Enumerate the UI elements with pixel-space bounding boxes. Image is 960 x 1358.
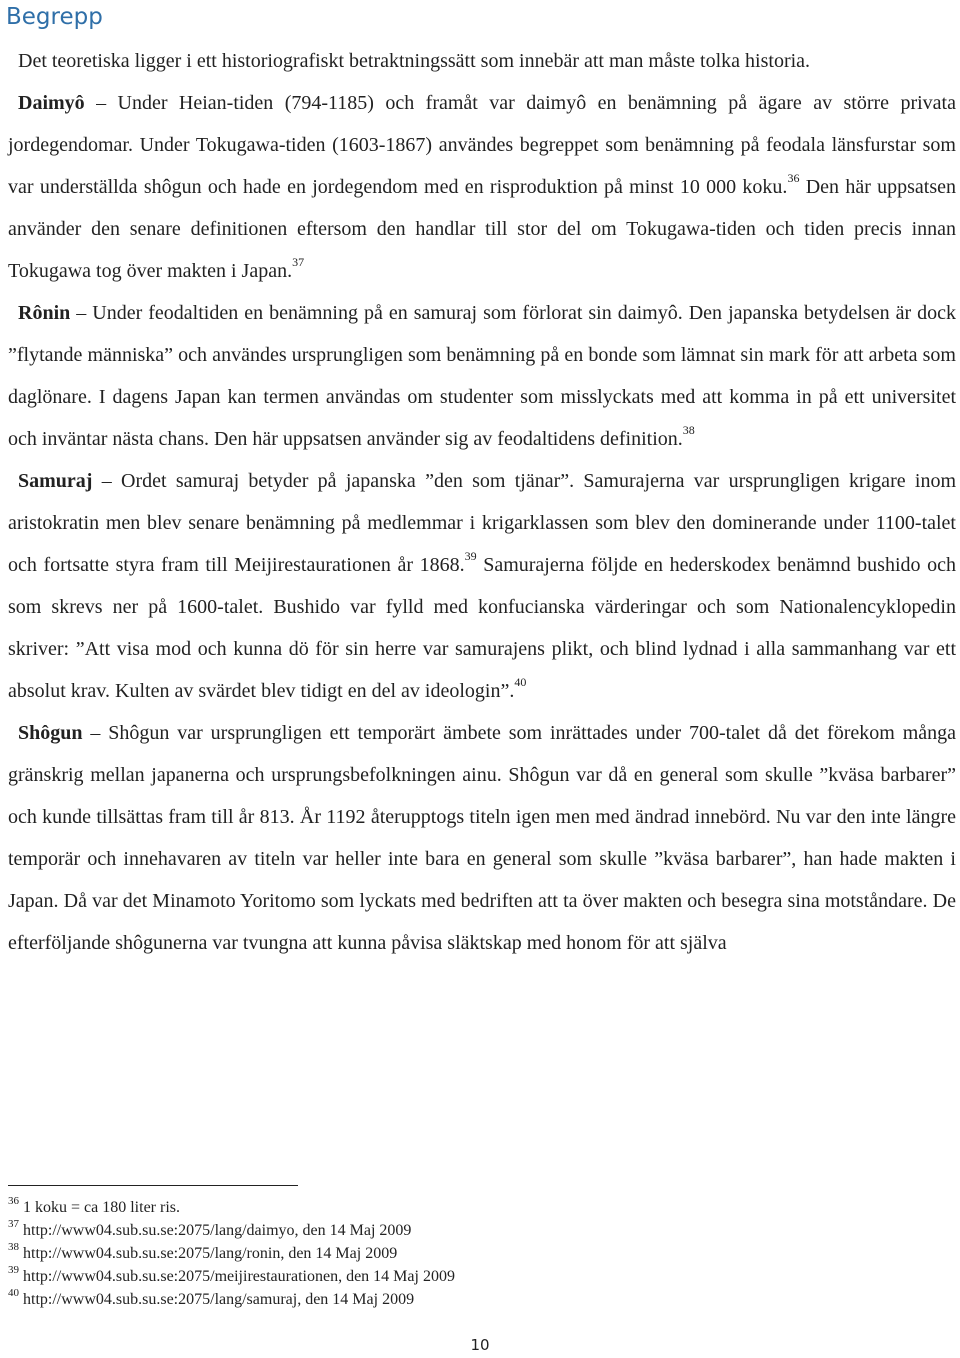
ronin-text-1: – Under feodaltiden en benämning på en samuraj som förlorat sin daimyô. Den japanska betydelsen är dock ”flytande människa” och användes ursprungligen som benämning på en bonde som lämnat sin mark för att arbeta som daglönare. I dagens Japan kan termen användas om studenter som misslyckats med att komma in på ett universitet och inväntar nästa chans. Den här uppsatsen använder sig av feodaltidens definition. (8, 302, 956, 450)
shogun-text-1: – Shôgun var ursprungligen ett temporärt ämbete som inrättades under 700-talet då det förekom många gränskrig mellan japanerna och ursprungsbefolkningen ainu. Shôgun var då en general som skulle ”kväsa barbarer” och kunde tillsättas fram till år 813. År 1192 återupptogs titeln igen men med ändrad innebörd. Nu var den inte längre temporär och innehavaren av titeln var heller inte bara en general som skulle ”kväsa barbarer”, han hade makten i Japan. Då var det Minamoto Yoritomo som lyckats med bedriften att ta över makten och besegra sina motståndare. De efterföljande shôgunerna var tvungna att kunna påvisa släktskap med honom för att själva (8, 722, 956, 954)
intro-text: Det teoretiska ligger i ett historiografiskt betraktningssätt som innebär att man måste tolka historia. (18, 50, 811, 72)
footnote-divider (8, 1185, 298, 1186)
term-daimyo: Daimyô (18, 92, 85, 114)
footnotes (8, 1196, 948, 1311)
footnote-37 (8, 1219, 948, 1242)
entry-daimyo (8, 82, 956, 292)
entry-shogun (8, 712, 956, 964)
daimyo-text-1: – Under Heian-tiden (794-1185) och framåt var daimyô en benämning på ägare av större privata jordegendomar. Under Tokugawa-tiden (1603-1867) användes begreppet som benämning på feodala länsfurstar som var underställda shôgun och hade en jordegendom med en risproduktion på minst 10 000 koku. (8, 92, 956, 198)
footnote-link[interactable]: http://www04.sub.su.se:2075/lang/ronin, den 14 Maj 2009 (19, 1245, 398, 1262)
footnote-number: 36 (8, 1194, 19, 1207)
footnote-ref-40: 40 (514, 675, 527, 690)
footnote-39 (8, 1265, 948, 1288)
footnote-link[interactable]: http://www04.sub.su.se:2075/meijirestaurationen, den 14 Maj 2009 (19, 1268, 455, 1285)
daimyo-text-2: Den här uppsatsen använder den senare definitionen eftersom den handlar till stor del om Tokugawa-tiden och tiden precis innan Tokugawa tog över makten i Japan. (8, 176, 957, 282)
entry-samuraj (8, 460, 956, 712)
body-text (8, 40, 956, 964)
footnote-ref-38: 38 (682, 423, 695, 438)
footnote-number: 40 (8, 1286, 19, 1299)
footnote-number: 39 (8, 1263, 19, 1276)
footnote-40 (8, 1288, 948, 1311)
term-ronin: Rônin (18, 302, 71, 324)
footnote-ref-36: 36 (787, 171, 800, 186)
samuraj-text-2: Samurajerna följde en hederskodex benämnd bushido och som skrevs ner på 1600-talet. Bushido var fylld med konfucianska värderingar och som Nationalencyklopedin skriver: ”Att visa mod och kunna dö för sin herre var samurajens plikt, och blind lydnad i alla sammanhang var ett absolut krav. Kulten av svärdet blev tidigt en del av ideologin”. (8, 554, 956, 702)
entry-ronin (8, 292, 956, 460)
samuraj-text-1: – Ordet samuraj betyder på japanska ”den som tjänar”. Samurajerna var ursprungligen krigare inom aristokratin men blev senare benämning på medlemmar i krigarklassen som blev den dominerande under 1100-talet och fortsatte styra fram till Meijirestaurationen år 1868. (8, 470, 956, 576)
intro-paragraph (8, 40, 956, 82)
page-number: 10 (470, 1336, 490, 1354)
footnote-ref-39: 39 (464, 549, 477, 564)
footnote-38 (8, 1242, 948, 1265)
footnote-number: 38 (8, 1240, 19, 1253)
footnote-36 (8, 1196, 948, 1219)
footnote-link[interactable]: http://www04.sub.su.se:2075/lang/daimyo, den 14 Maj 2009 (19, 1222, 412, 1239)
term-samuraj: Samuraj (18, 470, 93, 492)
term-shogun: Shôgun (18, 722, 83, 744)
footnote-text: 1 koku = ca 180 liter ris. (19, 1199, 180, 1216)
footnote-ref-37: 37 (292, 255, 305, 270)
section-heading: Begrepp (6, 4, 103, 30)
footnote-link[interactable]: http://www04.sub.su.se:2075/lang/samuraj, den 14 Maj 2009 (19, 1291, 415, 1308)
footnote-number: 37 (8, 1217, 19, 1230)
